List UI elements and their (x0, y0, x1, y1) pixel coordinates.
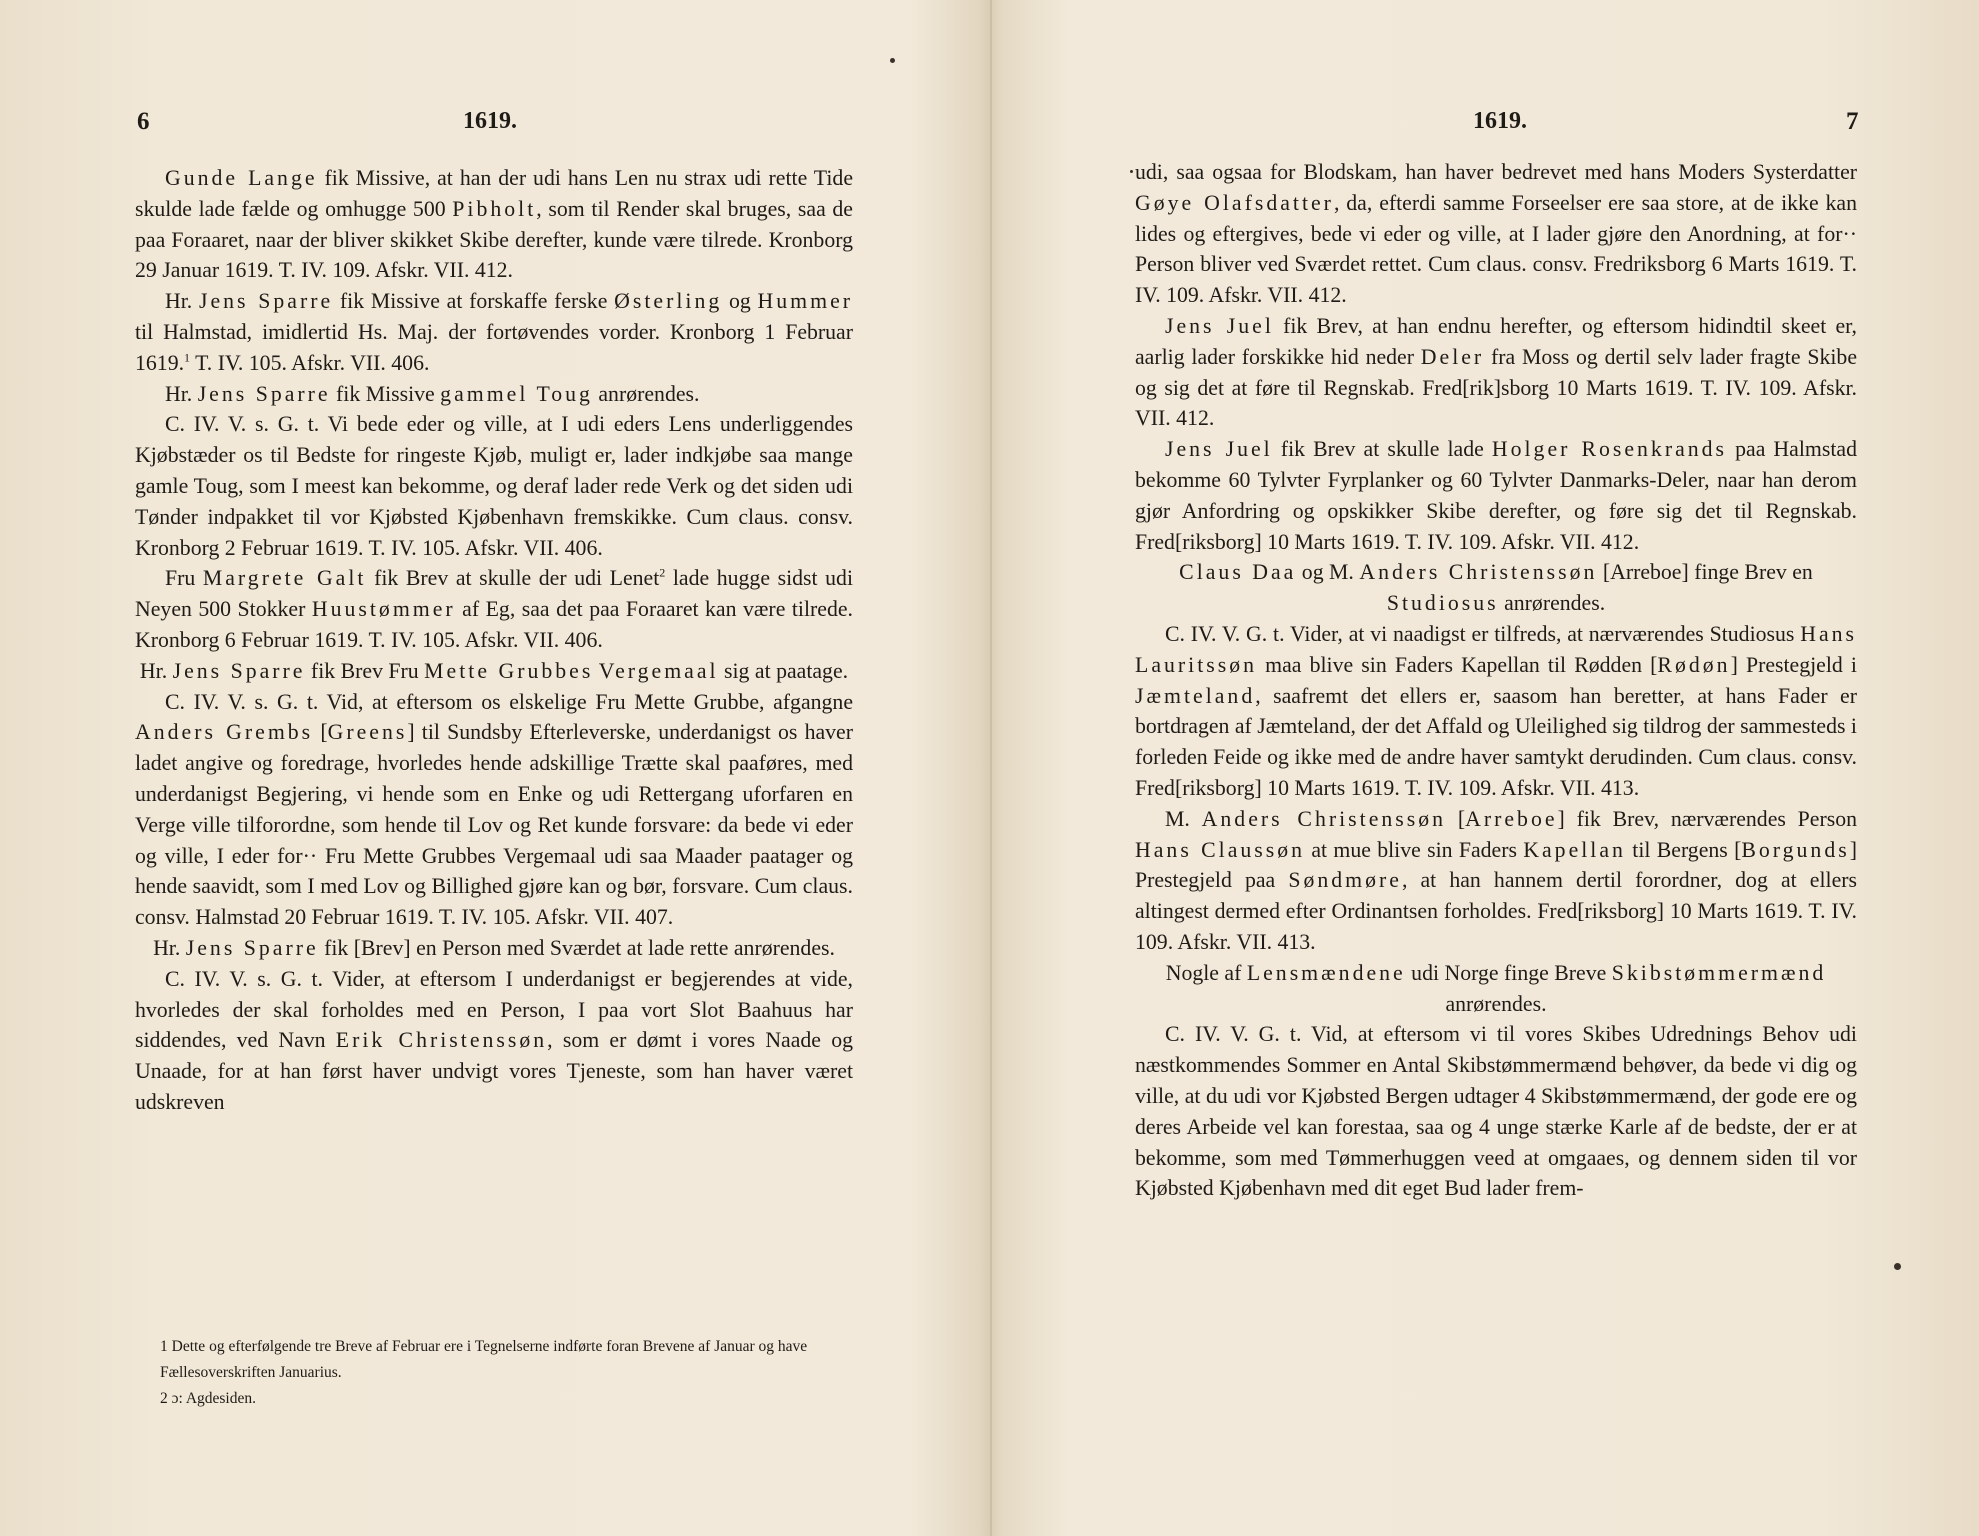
text-run: at mue blive sin Faders (1305, 837, 1524, 862)
left-body-text (135, 163, 853, 1118)
spaced-name: Anders Christenssøn (1359, 560, 1598, 585)
spaced-name: Gunde Lange (165, 166, 318, 190)
spaced-name: Anders Christenssøn (1201, 806, 1447, 831)
right-running-head: 1619. (1473, 108, 1527, 134)
spaced-name: Østerling (614, 289, 723, 314)
left-paragraph-5 (135, 563, 853, 655)
text-run: ] Prestegjeld paa (1135, 837, 1857, 893)
text-run: fik Missive, at han der udi hans Len nu strax udi rette Tide skulde lade fælde og omhugge 500 (135, 166, 853, 221)
text-run: [Arreboe] finge Brev en (1597, 560, 1813, 585)
text-run: Hr. (165, 381, 198, 406)
text-run: maa blive sin Faders Kapellan til Rødden [ (1257, 652, 1658, 677)
spaced-name: Hummer (757, 289, 854, 314)
spaced-name: Jæmteland (1135, 683, 1256, 708)
text-run: anrørendes. (592, 381, 700, 406)
text-run: fik Brev Fru (305, 658, 425, 683)
right-paragraph-8 (1135, 1019, 1857, 1204)
left-paragraph-3 (135, 379, 853, 410)
footnote-marker: 1 (184, 350, 191, 365)
right-paragraph-7 (1135, 958, 1857, 1020)
text-run: lade hugge sidst udi Neyen 500 Stokker (135, 566, 854, 622)
left-paragraph-8 (135, 933, 853, 964)
text-run: til Bergens [ (1625, 837, 1742, 862)
spaced-name: Margrete Galt (202, 566, 367, 591)
text-run: ] Prestegjeld i (1730, 652, 1857, 677)
text-run: fik Brev, at han endnu herefter, og eftersom hidindtil skeet er, aarlig lader forskikke hid neder (1135, 313, 1857, 369)
right-page (992, 0, 1979, 1536)
spaced-name: Jens Juel (1165, 437, 1273, 462)
text-run: fik Missive (330, 381, 441, 406)
spaced-name: Holger Rosenkrands (1491, 437, 1728, 462)
text-run: , som er dømt i vores Naade og Unaade, for at han først haver undvigt vores Tjeneste, som han haver været udskreven (135, 1028, 853, 1114)
text-run: , som til Render skal bruges, saa de paa Foraaret, naar der bliver skikket Skibe derefter, kunde være tilrede. Kronborg 29 Januar 1619. T. IV. 109. Afskr. VII. 412. (135, 196, 853, 283)
text-run: af Eg, saa det paa Foraaret kan være tilrede. Kronborg 6 Februar 1619. T. IV. 105. Afskr. VII. 406. (135, 597, 853, 652)
text-run: til Halmstad, imidlertid Hs. Maj. der fortøvendes vorder. Kronborg 1 Februar 1619. (135, 319, 853, 375)
spaced-name: Greens (327, 720, 408, 745)
footnote-2: 2 ɔ: Agdesiden. (160, 1390, 256, 1407)
ink-speck (1894, 1263, 1901, 1270)
text-run: udi, saa ogsaa for Blodskam, han haver bedrevet med hans Moders Systerdatter (1135, 160, 1857, 184)
spaced-name: Borgunds (1741, 837, 1850, 862)
spaced-name: Kapellan (1523, 837, 1626, 862)
text-run: og (722, 289, 758, 314)
footnote-1: 1 Dette og efterfølgende tre Breve af Februar ere i Tegnelserne indførte foran Brevene af Januar og have Fællesoverskriften Januarius. (160, 1338, 808, 1381)
spaced-name: Huustømmer (311, 597, 456, 622)
text-run: M. (1165, 806, 1202, 831)
text-run: Fru (165, 566, 203, 591)
text-run: C. IV. V. G. t. Vider, at vi naadigst er tilfreds, at nærværendes Studiosus (1165, 621, 1801, 646)
spaced-name: Vergemaal (598, 658, 719, 683)
spaced-name: Jens Sparre (185, 935, 319, 960)
text-run: fik [Brev] en Person med Sværdet at lade rette anrørendes. (318, 935, 835, 960)
text-run: Hr. (153, 935, 186, 960)
right-paragraph-2 (1135, 311, 1857, 434)
spaced-name: Rødøn (1657, 652, 1731, 677)
spaced-name: gammel Toug (440, 381, 593, 406)
text-run: fra Moss og dertil selv lader fragte Skibe og sig det at føre til Regnskab. Fred[rik]sborg 10 Marts 1619. T. IV. 109. Afskr. VII. 412. (1135, 344, 1857, 431)
spaced-name: Jens Sparre (197, 381, 331, 406)
text-run: ] til Sundsby Efterleverske, underdanigst os haver ladet angive og foredrage, hvorledes hende adskillige Trætte skal paaføres, med underdanigst Begjering, vi hende som en Enke og udi Rettergang uforfaren en Verge ville tilforordne, som hende til Lov og Ret kunde forsvare: da bede vi eder og ville, I eder for·· Fru Mette Grubbes Vergemaal udi saa Maader paatager og hende saavidt, som I med Lov og Billighed gjøre kan og bør, forsvare. Cum claus. consv. Halmstad 20 Februar 1619. T. IV. 105. Afskr. VII. 407. (135, 720, 853, 930)
text-run: C. IV. V. s. G. t. Vid, at eftersom os elskelige Fru Mette Grubbe, afgangne (165, 689, 853, 714)
left-footnotes (160, 1334, 860, 1412)
left-paragraph-7 (135, 687, 853, 933)
left-paragraph-9 (135, 964, 853, 1118)
text-run: Hr. (165, 289, 199, 314)
spaced-name: Søndmøre (1288, 868, 1402, 893)
right-paragraph-4 (1135, 557, 1857, 619)
text-run: sig at paatage. (718, 658, 849, 683)
spaced-name: Studiosus (1386, 591, 1499, 616)
text-run: , at han hannem dertil forordner, dog at ellers altingest dermed efter Ordinantsen forholdes. Fred[riksborg] 10 Marts 1619. T. IV. 109. Afskr. VII. 413. (1135, 868, 1857, 954)
ink-speck (1130, 170, 1133, 173)
text-run: Hr. (139, 658, 173, 683)
spaced-name: Gøye Olafsdatter (1135, 190, 1334, 215)
text-run: [ (1446, 806, 1466, 831)
spaced-name: Hans Claussøn (1135, 837, 1306, 862)
text-run: og M. (1296, 560, 1360, 585)
left-paragraph-2 (135, 286, 853, 378)
spaced-name: Jens Juel (1165, 313, 1274, 338)
ink-speck (890, 58, 895, 63)
text-run: , da, efterdi samme Forseelser ere saa store, at de ikke kan lides og eftergives, bede vi eder og ville, at I lader gjøre den Anordning, at for·· Person bliver ved Sværdet rettet. Cum claus. consv. Fredriksborg 6 Marts 1619. T. IV. 109. Afskr. VII. 412. (1135, 190, 1857, 308)
text-run: paa Halmstad bekomme 60 Tylvter Fyrplanker og 60 Tylvter Danmarks-Deler, naar han derom gjør Anfordring og opskikker Skibe derefter, og føre sig det til Regnskab. Fred[riksborg] 10 Marts 1619. T. IV. 109. Afskr. VII. 412. (1135, 437, 1857, 554)
text-run: fik Missive at forskaffe ferske (333, 289, 615, 314)
text-run: fik Brev at skulle der udi Lenet (366, 566, 660, 591)
spaced-name: Claus Daa (1179, 560, 1297, 585)
text-run: C. IV. V. G. t. Vid, at eftersom vi til vores Skibes Udrednings Behov udi næstkommendes Sommer en Antal Skibstømmermænd behøver, da bede vi dig og ville, at du udi vor Kjøbsted Bergen udtager 4 Skibstømmermænd, der gode ere og deres Arbeide vel kan forestaa, saa og 4 unge stærke Karle af de bedste, der er at bekomme, som med Tømmerhuggen veed at omgaaes, og dennem siden til vor Kjøbsted Kjøbenhavn med dit eget Bud lader frem- (1135, 1022, 1857, 1201)
right-paragraph-1 (1135, 157, 1857, 311)
spaced-name: Pibholt (452, 196, 537, 221)
right-body-text (1135, 157, 1857, 1204)
left-paragraph-1 (135, 163, 853, 286)
left-paragraph-4 (135, 409, 853, 563)
spaced-name: Jens Sparre (172, 658, 306, 683)
right-paragraph-5 (1135, 619, 1857, 804)
text-run: Nogle af (1165, 960, 1247, 985)
text-run: anrørendes. (1445, 991, 1547, 1016)
right-page-number: 7 (1846, 108, 1859, 135)
footnote-marker: 2 (659, 566, 666, 581)
spaced-name: Lensmændene (1246, 960, 1406, 985)
left-running-head: 1619. (463, 108, 517, 134)
text-run: [ (313, 720, 328, 745)
spaced-name: Hans Lauritssøn (1135, 621, 1857, 677)
spaced-name: Arreboe (1465, 806, 1558, 831)
text-run: anrørendes. (1498, 591, 1606, 616)
text-run: fik Brev at skulle lade (1272, 437, 1492, 462)
spaced-name: Jens Sparre (199, 289, 334, 314)
left-paragraph-6 (135, 656, 853, 687)
text-run: udi Norge finge Breve (1405, 960, 1612, 985)
spaced-name: Erik Christenssøn (335, 1028, 548, 1053)
right-paragraph-3 (1135, 434, 1857, 557)
text-run: ] fik Brev, nærværendes Person (1557, 806, 1858, 831)
text-run: C. IV. V. s. G. t. Vi bede eder og ville, at I udi eders Lens underliggendes Kjøbstæder os til Bedste for ringeste Kjøb, muligt er, lader indkjøbe saa mange gamle Toug, som I meest kan bekomme, og deraf lader rede Verk og det siden udi Tønder indpakket til vor Kjøbsted Kjøbenhavn fremskikke. Cum claus. consv. Kronborg 2 Februar 1619. T. IV. 105. Afskr. VII. 406. (135, 412, 853, 560)
text-run: T. IV. 105. Afskr. VII. 406. (190, 350, 430, 375)
spaced-name: Deler (1420, 344, 1485, 369)
text-run: , saafremt det ellers er, saasom han beretter, at hans Fader er bortdragen af Jæmteland, der det Affald og Uleilighed sig tildrog der sammesteds i forleden Feide og ikke med de andre haver samtykt derudinden. Cum claus. consv. Fred[riksborg] 10 Marts 1619. T. IV. 109. Afskr. VII. 413. (1135, 683, 1857, 800)
left-page-number: 6 (137, 108, 150, 135)
right-paragraph-6 (1135, 804, 1857, 958)
spaced-name: Skibstømmermænd (1611, 960, 1827, 985)
text-run: C. IV. V. s. G. t. Vider, at eftersom I underdanigst er begjerendes at vide, hvorledes der skal forholdes med en Person, I paa vort Slot Baahuus har siddendes, ved Navn (135, 966, 853, 1053)
spaced-name: Anders Grembs (135, 720, 314, 745)
spaced-name: Mette Grubbes (424, 658, 594, 683)
